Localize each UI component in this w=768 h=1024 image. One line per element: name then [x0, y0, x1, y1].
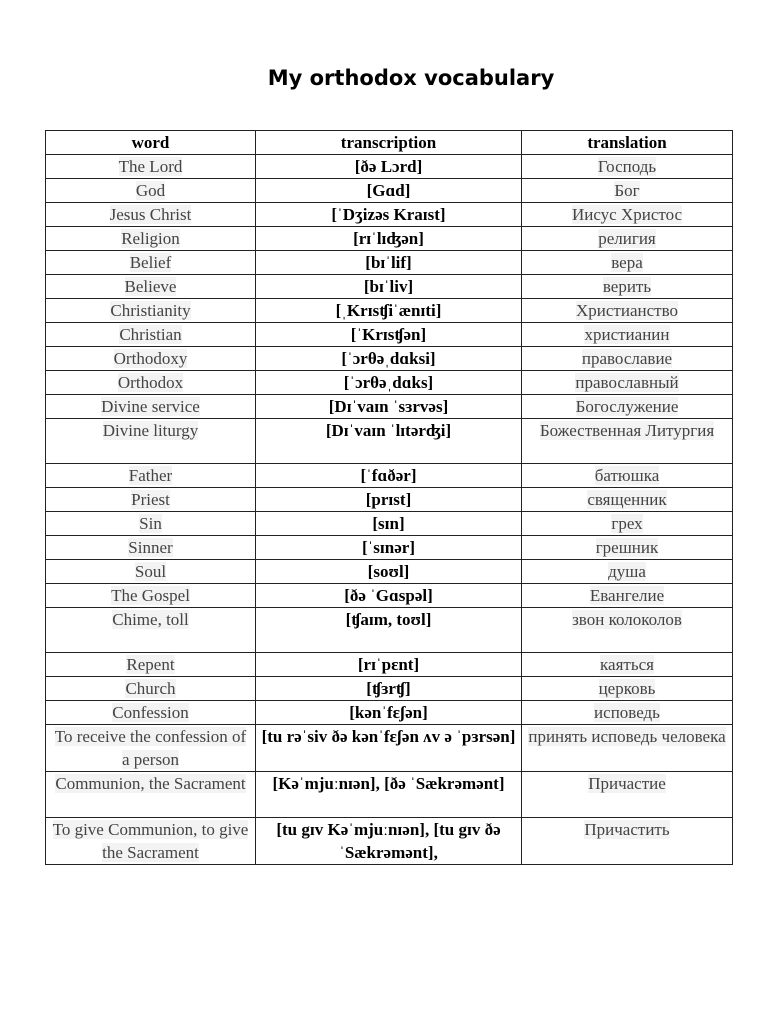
translation-cell: религия	[522, 227, 733, 251]
word-cell: Religion	[46, 227, 256, 251]
table-row	[46, 371, 733, 395]
table-row	[46, 395, 733, 419]
word-cell: Church	[46, 677, 256, 701]
translation-cell: Божественная Литургия	[522, 419, 733, 464]
transcription-cell: [prɪst]	[256, 488, 522, 512]
word-cell: Divine liturgy	[46, 419, 256, 464]
table-row	[46, 419, 733, 464]
translation-cell: звон колоколов	[522, 608, 733, 653]
translation-cell: каяться	[522, 653, 733, 677]
transcription-cell: [Dɪˈvaɪn ˈsɜrvəs]	[256, 395, 522, 419]
translation-cell: Господь	[522, 155, 733, 179]
translation-cell: душа	[522, 560, 733, 584]
translation-cell: православный	[522, 371, 733, 395]
translation-cell: принять исповедь человека	[522, 725, 733, 772]
transcription-cell: [bɪˈlif]	[256, 251, 522, 275]
word-cell: Repent	[46, 653, 256, 677]
table-row	[46, 512, 733, 536]
word-cell: Sinner	[46, 536, 256, 560]
table-row	[46, 560, 733, 584]
table-row	[46, 818, 733, 865]
transcription-cell: [Dɪˈvaɪn ˈlɪtərʤi]	[256, 419, 522, 464]
translation-cell: верить	[522, 275, 733, 299]
transcription-cell: [ˈfɑðər]	[256, 464, 522, 488]
translation-cell: Иисус Христос	[522, 203, 733, 227]
table-row	[46, 584, 733, 608]
word-cell: Belief	[46, 251, 256, 275]
table-row	[46, 227, 733, 251]
transcription-cell: [kənˈfɛʃən]	[256, 701, 522, 725]
transcription-cell: [tu rəˈsiv ðə kənˈfɛʃən ʌv ə ˈpɜrsən]	[256, 725, 522, 772]
word-cell: God	[46, 179, 256, 203]
word-cell: Christian	[46, 323, 256, 347]
word-cell: Christianity	[46, 299, 256, 323]
translation-cell: Христианство	[522, 299, 733, 323]
header-row	[46, 131, 733, 155]
table-row	[46, 536, 733, 560]
column-header-transcription: transcription	[256, 131, 522, 155]
transcription-cell: [ðə Lɔrd]	[256, 155, 522, 179]
transcription-cell: [ˈsɪnər]	[256, 536, 522, 560]
table-row	[46, 347, 733, 371]
column-header-word: word	[46, 131, 256, 155]
word-cell: Confession	[46, 701, 256, 725]
translation-cell: православие	[522, 347, 733, 371]
word-cell: Believe	[46, 275, 256, 299]
word-cell: Soul	[46, 560, 256, 584]
table-row	[46, 488, 733, 512]
table-row	[46, 203, 733, 227]
translation-cell: исповедь	[522, 701, 733, 725]
column-header-translation: translation	[522, 131, 733, 155]
transcription-cell: [ˈɔrθəˌdɑks]	[256, 371, 522, 395]
table-row	[46, 155, 733, 179]
transcription-cell: [sɪn]	[256, 512, 522, 536]
transcription-cell: [ˌKrɪsʧiˈænɪti]	[256, 299, 522, 323]
transcription-cell: [ˈɔrθəˌdɑksi]	[256, 347, 522, 371]
word-cell: Orthodox	[46, 371, 256, 395]
table-row	[46, 772, 733, 818]
transcription-cell: [bɪˈliv]	[256, 275, 522, 299]
translation-cell: батюшка	[522, 464, 733, 488]
word-cell: Communion, the Sacrament	[46, 772, 256, 818]
transcription-cell: [ʧaɪm, toʊl]	[256, 608, 522, 653]
page-title: My orthodox vocabulary	[267, 66, 555, 90]
table-row	[46, 653, 733, 677]
translation-cell: вера	[522, 251, 733, 275]
translation-cell: грешник	[522, 536, 733, 560]
transcription-cell: [tu gɪv Kəˈmjuːnɪən], [tu gɪv ðə ˈSækrəmənt],	[256, 818, 522, 865]
word-cell: Chime, toll	[46, 608, 256, 653]
word-cell: Priest	[46, 488, 256, 512]
table-row	[46, 275, 733, 299]
transcription-cell: [ˈKrɪsʧən]	[256, 323, 522, 347]
transcription-cell: [Kəˈmjuːnɪən], [ðə ˈSækrəmənt]	[256, 772, 522, 818]
word-cell: Orthodoxy	[46, 347, 256, 371]
table-row	[46, 608, 733, 653]
transcription-cell: [ðə ˈGɑspəl]	[256, 584, 522, 608]
translation-cell: Богослужение	[522, 395, 733, 419]
table-row	[46, 179, 733, 203]
transcription-cell: [Gɑd]	[256, 179, 522, 203]
translation-cell: Евангелие	[522, 584, 733, 608]
table-row	[46, 251, 733, 275]
word-cell: To give Communion, to give the Sacrament	[46, 818, 256, 865]
transcription-cell: [ʧɜrʧ]	[256, 677, 522, 701]
word-cell: Sin	[46, 512, 256, 536]
transcription-cell: [rɪˈlɪʤən]	[256, 227, 522, 251]
transcription-cell: [rɪˈpɛnt]	[256, 653, 522, 677]
word-cell: The Lord	[46, 155, 256, 179]
word-cell: To receive the confession of a person	[46, 725, 256, 772]
table-row	[46, 725, 733, 772]
translation-cell: Причастить	[522, 818, 733, 865]
transcription-cell: [soʊl]	[256, 560, 522, 584]
word-cell: Divine service	[46, 395, 256, 419]
translation-cell: христианин	[522, 323, 733, 347]
translation-cell: священник	[522, 488, 733, 512]
word-cell: The Gospel	[46, 584, 256, 608]
translation-cell: грех	[522, 512, 733, 536]
table-row	[46, 323, 733, 347]
table-row	[46, 299, 733, 323]
transcription-cell: [ˈDʒizəs Kraɪst]	[256, 203, 522, 227]
table-row	[46, 464, 733, 488]
table-row	[46, 677, 733, 701]
translation-cell: церковь	[522, 677, 733, 701]
vocabulary-table	[45, 130, 733, 865]
translation-cell: Причастие	[522, 772, 733, 818]
word-cell: Jesus Christ	[46, 203, 256, 227]
table-row	[46, 701, 733, 725]
word-cell: Father	[46, 464, 256, 488]
translation-cell: Бог	[522, 179, 733, 203]
